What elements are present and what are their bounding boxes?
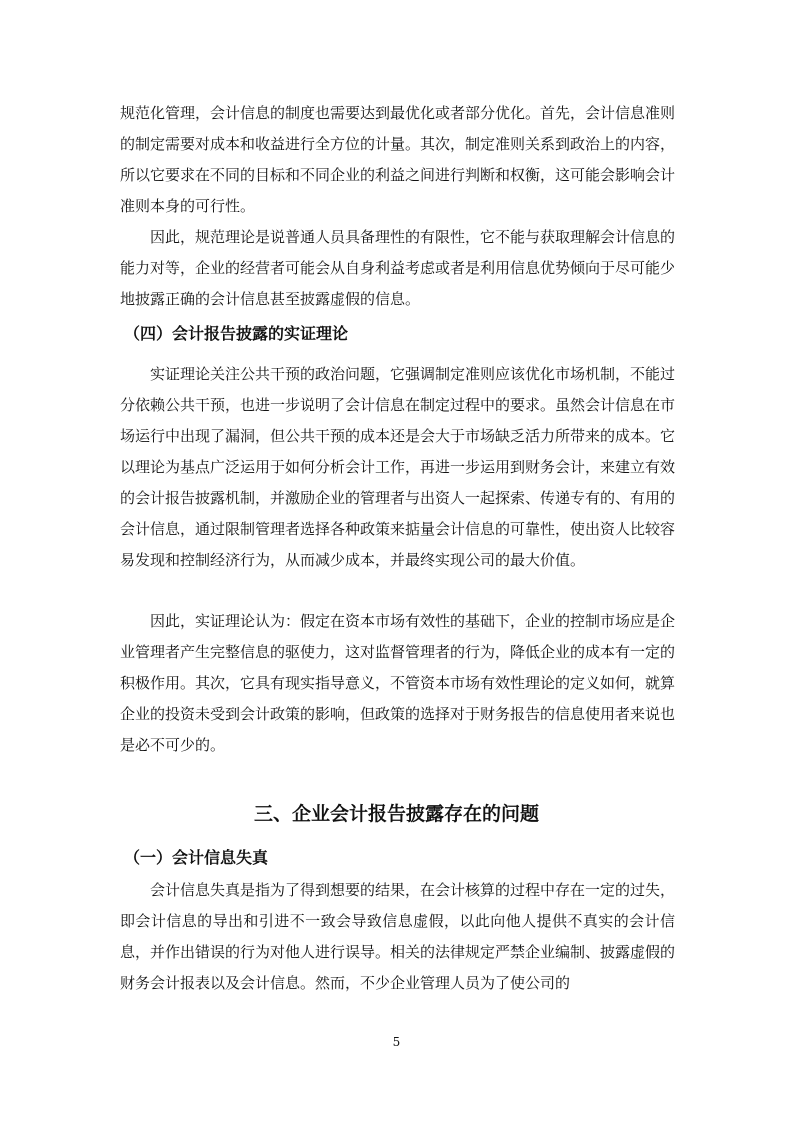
body-paragraph: 实证理论关注公共干预的政治问题，它强调制定准则应该优化市场机制，不能过分依赖公共干预，也进一步说明了会计信息在制定过程中的要求。虽然会计信息在市场运行中出现了漏洞，但公共干预的成本还是会大于市场缺乏活力所带来的成本。它以理论为基点广泛运用于如何分析会计工作，再进一步运用到财务会计，来建立有效的会计报告披露机制，并激励企业的管理者与出资人一起探索、传递专有的、有用的会计信息，通过限制管理者选择各种政策来掂量会计信息的可靠性，使出资人比较容易发现和控制经济行为，从而减少成本，并最终实现公司的最大价值。 xyxy=(120,365,676,569)
body-paragraph: 因此，实证理论认为：假定在资本市场有效性的基础下，企业的控制市场应是企业管理者产生完整信息的驱使力，这对监督管理者的行为，降低企业的成本有一定的积极作用。其次，它具有现实指导意义，不管资本市场有效性理论的定义如何，就算企业的投资未受到会计政策的影响，但政策的选择对于财务报告的信息使用者来说也是必不可少的。 xyxy=(120,612,676,754)
body-paragraph: 规范化管理，会计信息的制度也需要达到最优化或者部分优化。首先，会计信息准则的制定需要对成本和收益进行全方位的计量。其次，制定准则关系到政治上的内容，所以它要求在不同的目标和不同企业的利益之间进行判断和权衡，这可能会影响会计准则本身的可行性。 xyxy=(120,104,676,215)
page-number: 5 xyxy=(392,1035,401,1049)
subsection-heading: （一）会计信息失真 xyxy=(124,848,269,867)
subsection-heading: （四）会计报告披露的实证理论 xyxy=(124,324,349,343)
body-paragraph: 因此，规范理论是说普通人员具备理性的有限性，它不能与获取理解会计信息的能力对等，企业的经营者可能会从自身利益考虑或者是利用信息优势倾向于尽可能少地披露正确的会计信息甚至披露虚假的信息。 xyxy=(120,228,676,308)
section-title: 三、企业会计报告披露存在的问题 xyxy=(253,803,539,825)
body-paragraph: 会计信息失真是指为了得到想要的结果，在会计核算的过程中存在一定的过失，即会计信息的导出和引进不一致会导致信息虚假，以此向他人提供不真实的会计信息，并作出错误的行为对他人进行误导。相关的法律规定严禁企业编制、披露虚假的财务会计报表以及会计信息。然而，不少企业管理人员为了使公司的 xyxy=(120,881,676,992)
